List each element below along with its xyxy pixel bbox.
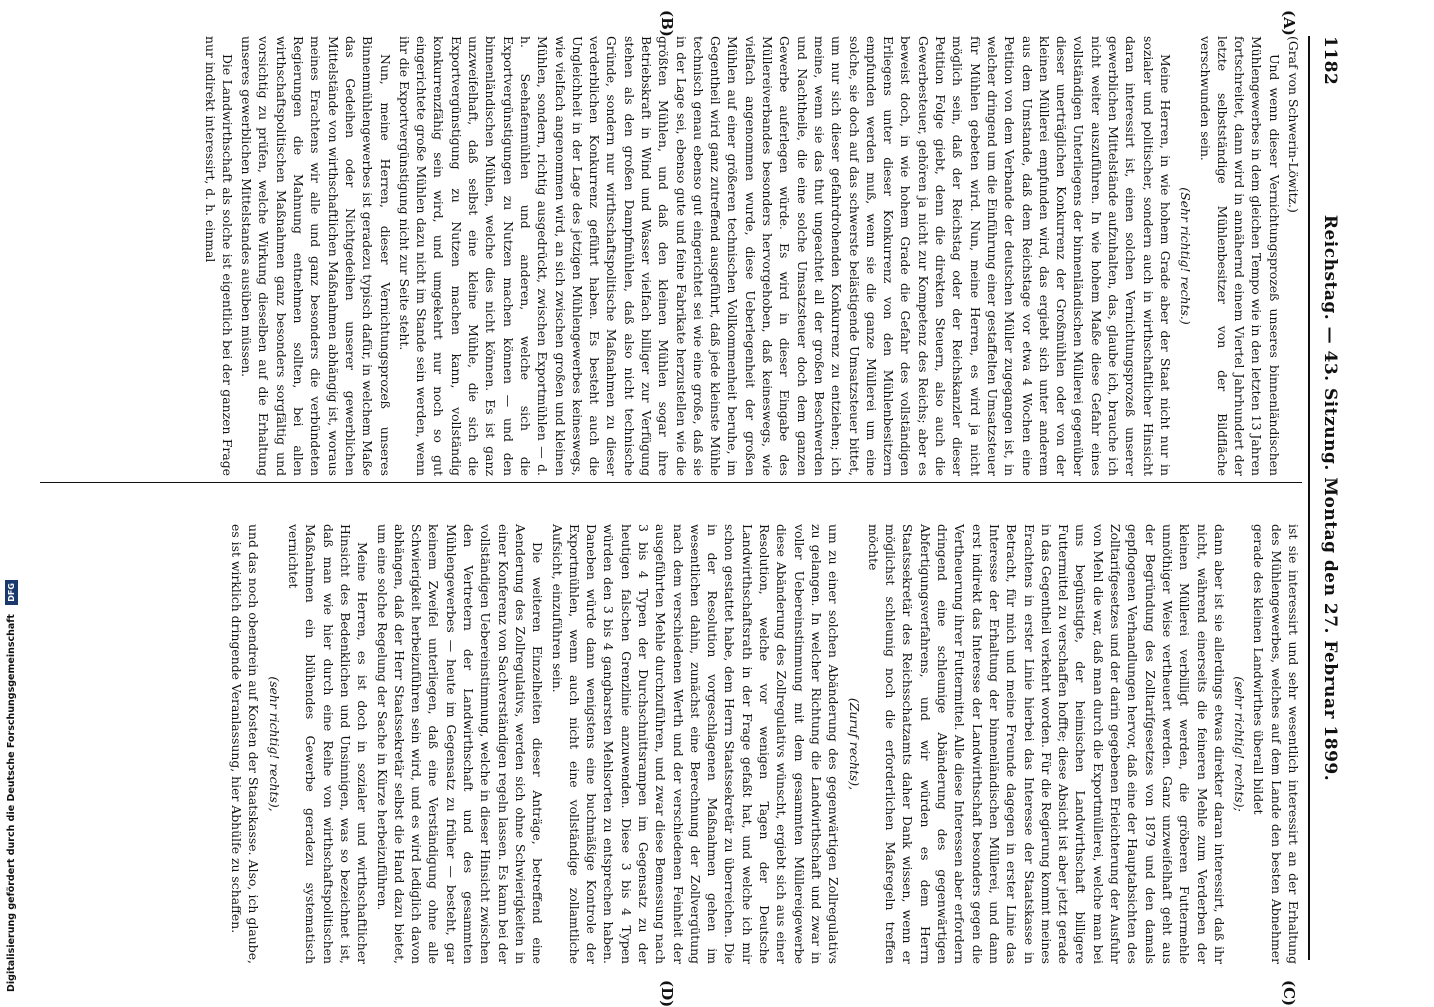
page-number: 1182 [1320, 36, 1340, 86]
paragraph: und das noch obendrein auf Kosten der Staatskasse. Also, ich glaube, es ist wirklich dringende Veranlassung, hier Abhülfe zu schaffen. [229, 524, 262, 964]
margin-marker-d: (D) [658, 980, 676, 1007]
page-header [1314, 36, 1340, 960]
dfg-logo: DFG [5, 580, 18, 605]
paragraph: Nun, meine Herren, dieser Vernichtungsprozeß unseres Binnenmühlengewerbes ist geradezu typisch dafür, in welchem Maße das Gedeihen oder Nichtgedeihen unserer gewerblichen Mittelstände von wirthschaftlichen Maßnahmen abhängig ist, woraus meines Erachtens wir alle und ganz besonders die verbündeten Regierungen die Mahnung entnehmen sollten, bei allen wirthschaftspolitischen Maßnahmen ganz besonders sorgfältig und vorsichtig zu prüfen, welche Wirkung dieselben auf die Erhaltung unseres gewerblichen Mittelstandes ausüben müssen. [239, 36, 393, 476]
speaker-line: (Graf von Schwerin-Löwitz.) [1286, 36, 1301, 213]
interjection: (sehr richtig! rechts); [1232, 676, 1248, 812]
paragraph: Meine Herren, in wie hohem Grade aber der Staat nicht nur in sozialer und politischer, sondern auch in wirthschaftlicher Hinsicht daran interessirt ist, einen solchen Vernichtungsprozeß unserer gewerblichen Mittelstände aufzuhalten, das, glaube ich, brauche ich nicht weiter auszuführen. In wie hohem Maße diese Gefahr eines vollständigen Unterliegens der binnenländischen Müllerei gegenüber dieser unerträglichen Konkurrenz der Großmühlen oder von der kleinen Müllerei empfunden wird, das ergiebt sich unter anderem aus dem Umstande, daß dem Reichstage vor etwa 4 Wochen eine Petition von dem Verbande der deutschen Müller zugegangen ist, in welcher dringend um die Einführung einer gestaffelten Umsatzsteuer für Mühlen gebeten wird. Nun, meine Herren, es wird ja nicht möglich sein, daß der Reichstag oder der Reichskanzler dieser Petition Folge giebt, denn die direkten Steuern, also auch die Gewerbesteuer, gehören ja nicht zur Kompetenz des Reichs; aber es beweist doch, in wie hohem Grade die Gefahr des vollständigen Erliegens unter dieser Konkurrenz von den Mühlenbesitzern empfunden werden muß, wenn sie die ganze Müllerei um eine solche, sie doch auf das schwerste belästigende Umsatzsteuer bittet, um nur sich dieser gefahrdrohenden Konkurrenz zu entziehen; ich meine, wenn sie das thut ungeachtet all der großen Beschwerden und Nachtheile, die eine solche Umsatzsteuer doch dem ganzen Gewerbe auferlegen würde. Es wird in dieser Eingabe des Müllereiverbandes besonders hervorgehoben, daß keineswegs, wie vielfach angenommen wurde, diese Ueberlegenheit der großen Mühlen auf einer größeren technischen Vollkommenheit beruhe, im Gegentheil wird ganz zutreffend ausgeführt, daß jede kleinste Mühle technisch genau ebenso gut eingerichtet sei wie eine große, daß sie in der Lage sei, ebenso gute und feine Fabrikate herzustellen wie die größten Mühlen, und daß den kleinen Mühlen sogar ihre Betriebskraft in Wind und Wasser vielfach billiger zur Verfügung stehen als den großen Dampfmühlen, daß also nicht technische Gründe, sondern nur wirthschaftspolitische Maßnahmen zu dieser verderblichen Konkurrenz geführt haben. Es besteht auch die Ungleichheit in der Lage des jetzigen Mühlengewerbes keineswegs, wie vielfach angenommen wird, an sich zwischen großen und kleinen Mühlen, sondern, richtig ausgedrückt, zwischen Exportmühlen — d. h. Seehafenmühlen und anderen, welche sich die Exportvergünstigungen zu Nutzen machen können — und den binnenländischen Mühlen, welche dies nicht können. Es ist ganz unzweifelhaft, daß selbst eine kleine Mühle, die sich die Exportvergünstigung zu Nutzen machen kann, vollständig konkurrenzfähig sein wird, und umgekehrt nur noch so gut eingerichtete große Mühlen dazu nicht im Stande sein werden, wenn ihr die Exportvergünstigung nicht zur Seite steht. [396, 36, 1173, 476]
interjection: (Sehr richtig! rechts.) [1178, 187, 1194, 325]
paragraph: Die Landwirthschaft als solche ist eigentlich bei der ganzen Frage nur indirekt interessirt, d. h. einmal [202, 36, 235, 476]
margin-marker-a: (A) [1280, 10, 1298, 36]
margin-marker-b: (B) [658, 10, 676, 37]
paragraph: Und wenn dieser Vernichtungsprozeß unseres binnenländischen Mühlengewerbes in dem gleichen Tempo wie in den letzten 13 Jahren fortschreitet, dann wird in annähernd einem Viertel Jahrhundert der letzte selbstständige Mühlenbesitzer von der Bildfläche verschwunden sein. [1197, 36, 1282, 476]
column-divider [40, 482, 1302, 483]
right-column [226, 524, 1302, 964]
page-title: Reichstag. — 43. Sitzung. Montag den 27. Februar 1899. [1320, 214, 1340, 782]
funding-strip [0, 0, 24, 1000]
funding-text: Digitalisierung gefördert durch die Deutsche Forschungsgemeinschaft [6, 614, 17, 992]
paragraph: Meine Herren, es ist doch in sozialer und wirthschaftlicher Hinsicht des Bedenklichen und Unsinnigen, was so bezeichnet ist, daß man wie hier durch eine Reihe von wirthschaftspolitischen Maßnahmen ein blühendes Gewerbe geradezu systematisch vernichtet [286, 524, 371, 964]
header-rule [1308, 36, 1310, 960]
paragraph: ist sie interessirt und sehr wesentlich interessirt an der Erhaltung des Mühlengewerbes, welches auf dem Lande den besten Abnehmer gerade des kleinen Landwirthes überall bildet [1251, 524, 1301, 964]
paragraph: Die weiteren Einzelheiten dieser Anträge, betreffend eine Aenderung des Zollregulativs, werden sich ohne Schwierigkeiten in einer Konferenz von Sachverständigen regeln lassen. Es kann bei der vollständigen Uebereinstimmung, welche in dieser Hinsicht zwischen den Vertretern der Landwirthschaft und des gesammten Mühlengewerbes — heute im Gegensatz zu früher — besteht, gar keinem Zweifel unterliegen, daß eine Verständigung ohne alle Schwierigkeit herbeizuführen sein wird, und es wird lediglich davon abhängen, daß der Herr Staatssekretär selbst die Hand dazu bietet, um eine solche Regelung der Sache in Kürze herbeizuführen. [374, 524, 546, 964]
margin-marker-c: (C) [1280, 980, 1298, 1007]
paragraph: um zu einer solchen Abänderung des gegenwärtigen Zollregulativs zu gelangen. In welcher Richtung die Landwirthschaft und zwar in voller Uebereinstimmung mit dem gesammten Müllereigewerbe diese Abänderung des Zollregulativs wünscht, ergiebt sich aus einer Resolution, welche vor wenigen Tagen der Deutsche Landwirthschaftsrath in der Frage gefaßt hat, und welche ich mir schon gestattet habe, dem Herrn Staatssekretär zu überreichen. Die in der Resolution vorgeschlagenen Maßnahmen gehen im wesentlichen dahin, zunächst eine Berechnung der Zollvergütung nach dem verschiedenen Werth und der verschiedenen Feinheit der ausgeführten Mehle durchzuführen, und zwar diese Bemessung nach 3 bis 4 Typen der Durchschnittsrampen im Gegensatz zu der heutigen falschen Grenzlinie anzuwenden. Diese 3 bis 4 Typen würden den 3 bis 4 gangbarsten Mehlsorten zu entsprechen haben. Daneben würde dann wenigstens eine buchmäßige Kontrole der Exportmühlen, wenn auch nicht eine vollständige zollamtliche Aufsicht, einzuführen sein. [549, 524, 842, 964]
left-column [199, 36, 1302, 476]
interjection: (Zuruf rechts), [846, 697, 862, 791]
interjection: (sehr richtig! rechts), [266, 676, 282, 812]
paragraph: dann aber ist sie allerdings etwas direkter daran interessirt, daß ihr nicht, während einerseits die feineren Mehle zum Verderben der kleinen Müllerei verbilligt werden, die gröberen Futtermehle unnöthiger Weise vertheuert werden. Ganz unzweifelhaft geht aus der Begründung des Zolltarifgesetzes von 1879 und den damals gepflogenen Verhandlungen hervor, daß eine der Hauptabsichten des Zolltarifgesetzes und der darin gegebenen Erleichterung der Ausfuhr von Mehl die war, daß man durch die Exportmüllerei, welche man bei uns begünstigte, der heimischen Landwirthschaft billigere Futtermittel zu verschaffen hoffte; diese Absicht ist aber jetzt gerade in das Gegentheil verkehrt worden. Für die Regierung kommt meines Erachtens in erster Linie hierbei das Interesse der Staatskasse in Betracht, für mich und meine Freunde dagegen in erster Linie das Interesse der Erhaltung der binnenländischen Müllerei, und dann erst indirekt das Interesse der Landwirthschaft besonders gegen die Vertheuerung ihrer Futtermittel. Alle diese Interessen aber erfordern dringend eine schleunige Abänderung des gegenwärtigen Abfertigungsverfahrens, und wir würden es dem Herrn Staatssekretär des Reichsschatzamts daher Dank wissen, wenn er möglichst schleunig noch die erforderlichen Maßregeln treffen möchte [865, 524, 1227, 964]
